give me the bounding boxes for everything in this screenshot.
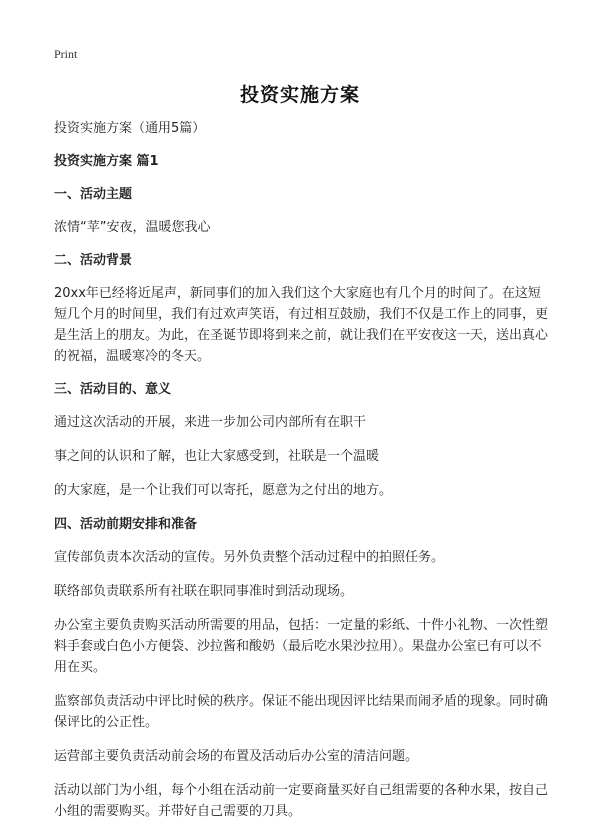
- section-heading-preparation: 四、活动前期安排和准备: [54, 517, 198, 532]
- document-subtitle: 投资实施方案（通用5篇）: [54, 121, 206, 136]
- print-label: Print: [54, 47, 78, 61]
- paragraph: 活动以部门为小组，每个小组在活动前一定要商量买好自己组需要的各种水果，按自己小组的需要购买。并带好自己需要的刀具。: [54, 783, 549, 819]
- section-heading-purpose: 三、活动目的、意义: [54, 382, 172, 397]
- document-body: [54, 118, 552, 822]
- page-title: 投资实施方案: [239, 84, 360, 106]
- paragraph: 浓情“苹”安夜，温暖您我心: [54, 220, 211, 235]
- section-heading-background: 二、活动背景: [54, 253, 133, 268]
- paragraph: 办公室主要负责购买活动所需要的用品，包括：一定量的彩纸、十件小礼物、一次性塑料手套或白色小方便袋、沙拉酱和酸奶（最后吃水果沙拉用）。果盘办公室已有可以不用在买。: [54, 618, 549, 675]
- paragraph: 联络部负责联系所有社联在职同事准时到活动现场。: [54, 584, 354, 599]
- paragraph: 通过这次活动的开展，来进一步加公司内部所有在职干: [54, 415, 367, 430]
- paragraph: 宣传部负责本次活动的宣传。另外负责整个活动过程中的拍照任务。: [54, 550, 445, 565]
- section-heading-theme: 一、活动主题: [54, 187, 133, 202]
- article-heading: 投资实施方案 篇1: [54, 154, 159, 169]
- paragraph: 20xx年已经将近尾声，新同事们的加入我们这个大家庭也有几个月的时间了。在这短短几个月的时间里，我们有过欢声笑语，有过相互鼓励，我们不仅是工作上的同事，更是生活上的朋友。为此，在圣诞节即将到来之前，就让我们在平安夜这一天，送出真心的祝福，温暖寒冷的冬天。: [54, 286, 549, 364]
- paragraph: 监察部负责活动中评比时候的秩序。保证不能出现因评比结果而闹矛盾的现象。同时确保评比的公正性。: [54, 694, 549, 730]
- paragraph: 运营部主要负责活动前会场的布置及活动后办公室的清洁问题。: [54, 749, 419, 764]
- paragraph: 事之间的认识和了解，也让大家感受到，社联是一个温暖: [54, 449, 380, 464]
- paragraph: 的大家庭，是一个让我们可以寄托，愿意为之付出的地方。: [54, 483, 393, 498]
